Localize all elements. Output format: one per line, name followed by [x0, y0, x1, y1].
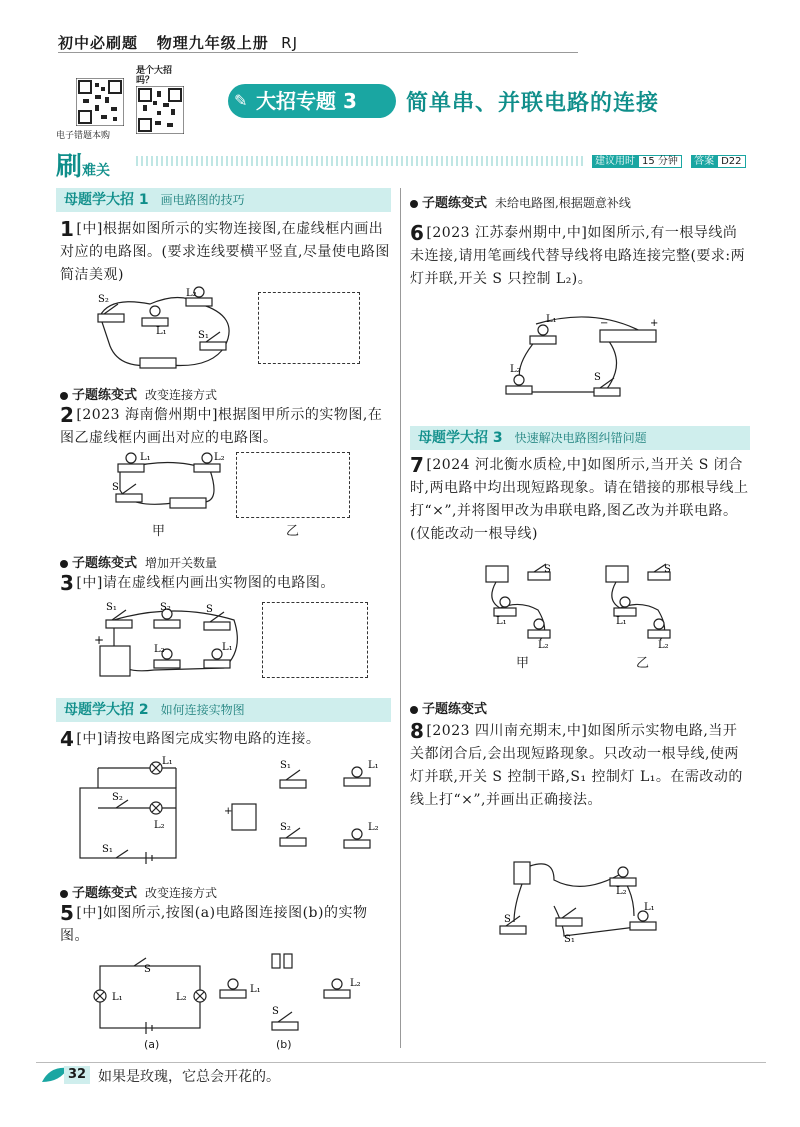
q7a-label-l1: L₁ [496, 616, 507, 627]
section-m3: 母题学大招 3 快速解决电路图纠错问题 [410, 426, 750, 450]
q5-figure [92, 950, 382, 1040]
q3-label-s2: S₂ [160, 602, 171, 613]
question-5: 5 [中]如图所示,按图(a)电路图连接图(b)的实物图。 [60, 901, 368, 944]
q6-figure [496, 304, 676, 400]
qr-code-right[interactable] [136, 86, 184, 134]
q2-label-s: S [112, 482, 119, 493]
q1-figure [90, 286, 250, 374]
variant-6: 子题练变式 未给电路图,根据题意补线 [410, 192, 631, 211]
column-divider [400, 188, 401, 1048]
q4-label-s1: S₁ [102, 844, 113, 855]
q3-label-plus: + [94, 633, 105, 647]
q5-real-l1: L₁ [250, 984, 261, 995]
q5-label-l1: L₁ [112, 992, 123, 1003]
q7a-label-s: S [544, 564, 551, 575]
q4-label-l2: L₂ [154, 820, 165, 831]
q5-label-s: S [144, 964, 151, 975]
q2-figure [110, 450, 230, 512]
q8-figure [494, 856, 674, 948]
question-3: 3 [中]请在虚线框内画出实物图的电路图。 [60, 571, 335, 595]
topic-title [228, 84, 698, 120]
variant-2: 子题练变式 改变连接方式 [60, 384, 217, 403]
q1-label-s1: S₁ [198, 330, 209, 341]
qr-code-left[interactable] [76, 78, 124, 126]
q6-label-plus: + [650, 318, 659, 329]
q7b-label-l1: L₁ [616, 616, 627, 627]
q8-label-s1: S₁ [564, 934, 575, 945]
footer-motto: 如果是玫瑰，它总会开花的。 [98, 1069, 280, 1085]
q7-caption-b: 乙 [636, 656, 650, 671]
q3-label-s1: S₁ [106, 602, 117, 613]
q2-caption-a: 甲 [152, 524, 166, 539]
book-title: 初中必刷题 物理九年级上册 RJ [58, 34, 299, 52]
section-m2: 母题学大招 2 如何连接实物图 [56, 698, 391, 722]
q1-label-s2: S₂ [98, 294, 109, 305]
q7b-label-l2: L₂ [658, 640, 669, 650]
section-m1: 母题学大招 1 画电路图的技巧 [56, 188, 391, 212]
question-2: 2 [2023 海南儋州期中]根据图甲所示的实物图,在图乙虚线框内画出对应的电路图。 [60, 403, 383, 446]
q4-real-plus: + [224, 806, 233, 817]
q8-label-s: S [504, 914, 511, 925]
question-4: 4 [中]请按电路图完成实物电路的连接。 [60, 727, 321, 751]
q5-real-l2: L₂ [350, 978, 361, 989]
q5-caption-a: (a) [144, 1038, 160, 1051]
q3-label-s3: S [206, 604, 213, 615]
q7-caption-a: 甲 [516, 656, 530, 671]
q3-label-l1: L₁ [222, 642, 233, 653]
q4-real-s1: S₁ [280, 760, 291, 771]
qr-right-caption: 是个大招吗？ [136, 66, 173, 86]
time-suggest: 建议用时 15 分钟 答案 D22 [592, 152, 746, 167]
q5-caption-b: (b) [276, 1038, 292, 1051]
qr-left-caption: 电子错题本购 [56, 131, 111, 141]
q1-label-l1: L₁ [156, 326, 167, 337]
q7a-label-l2: L₂ [538, 640, 549, 650]
q4-real-s2: S₂ [280, 822, 291, 833]
difficulty-label: 刷难关 [56, 152, 111, 182]
q5-label-l2: L₂ [176, 992, 187, 1003]
q4-real-l2: L₂ [368, 822, 379, 833]
q7-figure [480, 560, 680, 650]
topic-heading: 简单串、并联电路的连接 [406, 91, 660, 116]
variant-5: 子题练变式 改变连接方式 [60, 882, 217, 901]
topic-badge: ✎ 大招专题 3 [228, 84, 396, 118]
question-1: 1 [中]根据如图所示的实物连接图,在虚线框内画出对应的电路图。(要求连线要横平竖直,尽量使电路图简洁美观) [60, 217, 390, 283]
q5-real-s: S [272, 1006, 279, 1017]
q1-answer-box[interactable] [258, 292, 360, 364]
variant-3: 子题练变式 增加开关数量 [60, 552, 217, 571]
q3-figure [94, 600, 254, 684]
q2-answer-box[interactable] [236, 452, 350, 518]
q4-label-l1: L₁ [162, 756, 173, 767]
q6-label-s: S [594, 372, 601, 383]
q6-label-l1: L₁ [546, 314, 557, 325]
footer-rule [36, 1062, 766, 1063]
page-number: 32 [64, 1066, 90, 1084]
q4-real-l1: L₁ [368, 760, 379, 771]
q7b-label-s: S [664, 564, 671, 575]
q8-label-l2: L₂ [616, 886, 627, 897]
difficulty-stripe [136, 156, 586, 166]
q3-label-l2: L₂ [154, 644, 165, 655]
brush-icon: ✎ [234, 91, 248, 110]
q3-answer-box[interactable] [262, 602, 368, 678]
question-7: 7 [2024 河北衡水质检,中]如图所示,当开关 S 闭合时,两电路中均出现短路现象。请在错接的那根导线上打“×”,并将图甲改为串联电路,图乙改为并联电路。(仅能改动一根导线) [410, 453, 749, 542]
question-8: 8 [2023 四川南充期末,中]如图所示实物电路,当开关都闭合后,会出现短路现象。只改动一根导线,使两灯并联,开关 S 控制干路,S₁ 控制灯 L₁。在需改动的线上打“×”,并画出正确接法。 [410, 719, 743, 808]
q4-figure [76, 756, 396, 866]
variant-8: 子题练变式 [410, 698, 487, 717]
q8-label-l1: L₁ [644, 902, 655, 913]
q6-label-minus: − [600, 318, 609, 329]
question-6: 6 [2023 江苏泰州期中,中]如图所示,有一根导线尚未连接,请用笔画线代替导线将电路连接完整(要求:两灯并联,开关 S 只控制 L₂)。 [410, 221, 746, 287]
q1-label-l2: L₂ [186, 288, 197, 299]
q2-label-l2: L₂ [214, 452, 225, 463]
q6-label-l2: L₂ [510, 364, 521, 375]
q2-label-l1: L₁ [140, 452, 151, 463]
q4-label-s2: S₂ [112, 792, 123, 803]
q2-caption-b: 乙 [286, 524, 300, 539]
header-rule [58, 52, 578, 53]
